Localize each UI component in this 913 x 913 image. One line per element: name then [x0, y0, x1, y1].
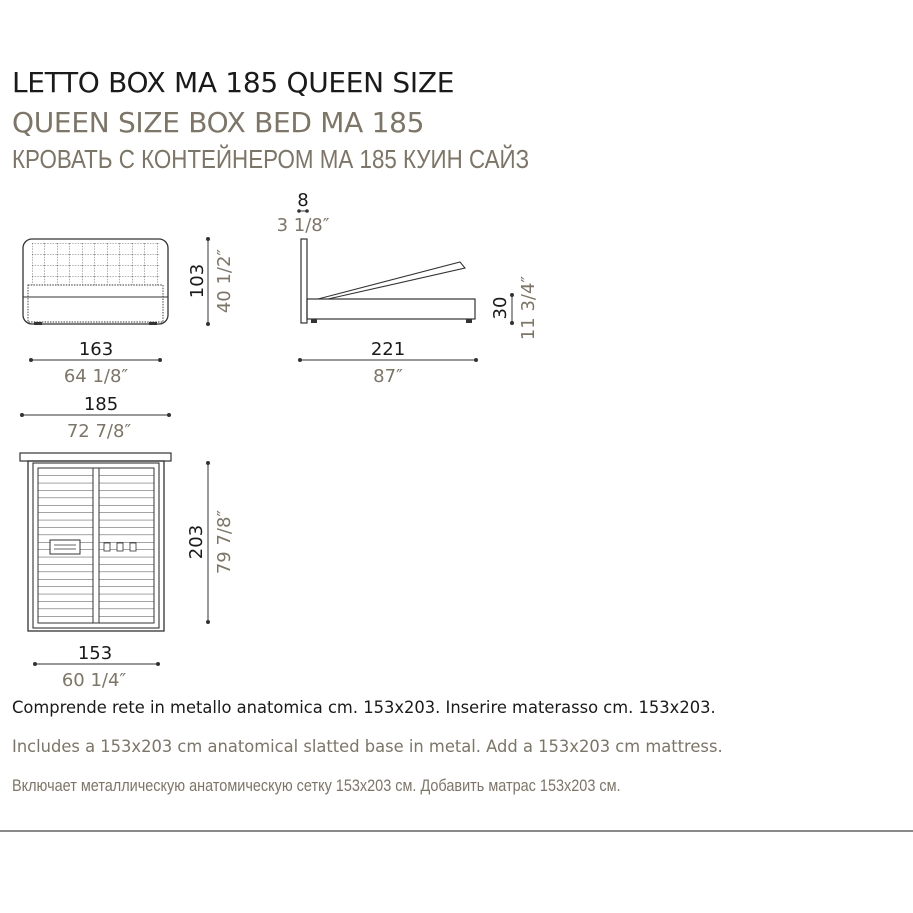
top-slat-width-cm: 153: [77, 643, 113, 664]
side-length-dimension: [298, 339, 478, 387]
top-slat-length-cm: 203: [186, 524, 207, 560]
front-height-in: 40 1/2″: [214, 248, 235, 314]
top-overall-width-in: 72 7/8″: [66, 421, 132, 442]
description-english: Includes a 153x203 cm anatomical slatted base in metal. Add a 153x203 cm mattress.: [12, 737, 723, 757]
top-overall-width-cm: 185: [83, 394, 119, 415]
product-title-italian: LETTO BOX MA 185 QUEEN SIZE: [12, 66, 455, 99]
top-slat-length-dimension: [186, 461, 235, 624]
front-view-drawing: [23, 239, 168, 325]
top-overall-width-dimension: [20, 394, 171, 442]
description-italian: Comprende rete in metallo anatomica cm. 153x203. Inserire materasso cm. 153x203.: [12, 698, 716, 718]
product-title-english: QUEEN SIZE BOX BED MA 185: [12, 106, 425, 139]
side-headboard-dimension: [277, 190, 330, 236]
side-length-cm: 221: [370, 339, 406, 360]
front-width-cm: 163: [78, 339, 114, 360]
side-base-height-dimension: [490, 276, 539, 341]
front-height-dimension: [187, 237, 235, 326]
side-length-in: 87″: [373, 366, 403, 387]
top-slat-length-in: 79 7/8″: [214, 509, 235, 575]
product-title-russian: КРОВАТЬ С КОНТЕЙНЕРОМ МА 185 КУИН САЙЗ: [12, 144, 530, 174]
front-height-cm: 103: [187, 263, 208, 299]
bottom-divider: [0, 830, 913, 832]
top-slat-width-in: 60 1/4″: [61, 670, 127, 691]
side-headboard-in: 3 1/8″: [276, 215, 330, 236]
side-view-drawing: [301, 239, 475, 323]
side-headboard-cm: 8: [297, 190, 309, 211]
side-base-height-in: 11 3/4″: [518, 275, 539, 341]
side-base-height-cm: 30: [490, 296, 511, 320]
top-view-drawing: [20, 453, 171, 631]
front-width-dimension: [29, 339, 162, 387]
description-russian: Включает металлическую анатомическую сетку 153x203 см. Добавить матрас 153x203 см.: [12, 776, 621, 795]
top-slat-width-dimension: [33, 643, 160, 691]
front-width-in: 64 1/8″: [63, 366, 129, 387]
